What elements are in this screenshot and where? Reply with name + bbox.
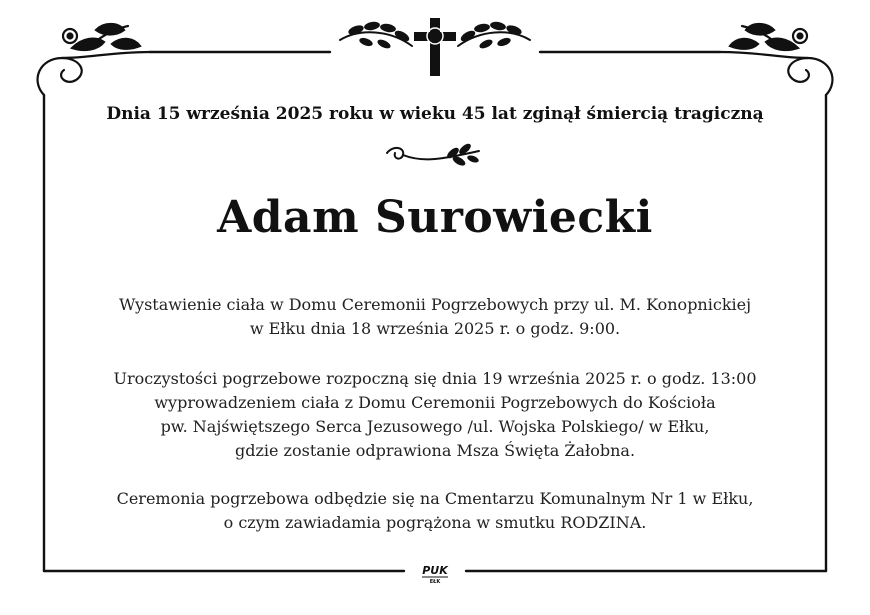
cross-with-laurel-icon [340,18,530,76]
viewing-paragraph [60,293,810,341]
logo-text: PUK [422,564,448,577]
burial-paragraph [60,487,810,535]
text-line: Ceremonia pogrzebowa odbędzie się na Cmentarzu Komunalnym Nr 1 w Ełku, [116,489,754,508]
puk-logo [412,561,458,585]
logo-subtext: EŁK [429,579,441,585]
text-line: Wystawienie ciała w Domu Ceremonii Pogrzebowych przy ul. M. Konopnickiej [118,295,752,314]
floral-swirl-icon [720,24,832,95]
notice-headline: Dnia 15 września 2025 roku w wieku 45 lat zginął śmiercią tragiczną [106,104,764,124]
vine-flourish-icon [383,141,487,169]
ceremony-paragraph [60,367,810,463]
text-line: o czym zawiadamia pogrążona w smutku RODZINA. [223,513,647,532]
floral-swirl-icon [38,24,150,95]
text-line: wyprowadzeniem ciała z Domu Ceremonii Pogrzebowych do Kościoła [154,393,716,412]
text-line: pw. Najświętszego Serca Jezusowego /ul. Wojska Polskiego/ w Ełku, [160,417,710,436]
text-line: Uroczystości pogrzebowe rozpoczną się dnia 19 września 2025 r. o godz. 13:00 [113,369,757,388]
text-line: w Ełku dnia 18 września 2025 r. o godz. 9:00. [249,319,621,338]
deceased-name: Adam Surowiecki [217,192,653,243]
text-line: gdzie zostanie odprawiona Msza Święta Żałobna. [234,441,636,460]
